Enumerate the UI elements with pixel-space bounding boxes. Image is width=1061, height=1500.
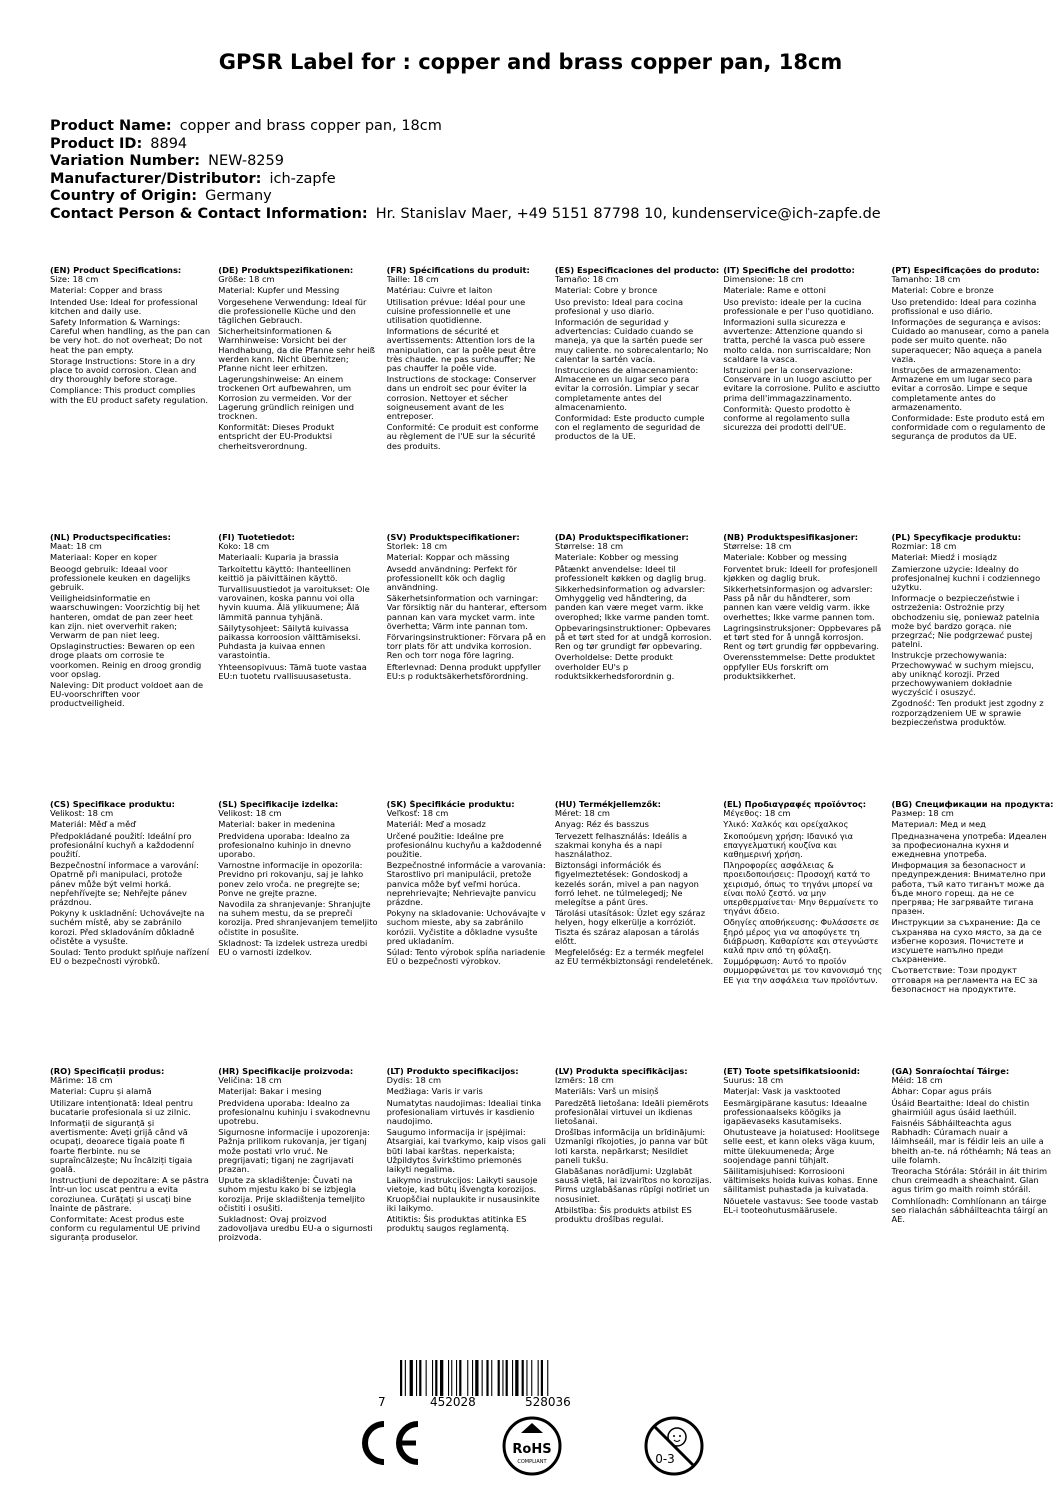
spec-heading: (NL) Productspecificaties: [50, 533, 171, 542]
spec-heading: (GA) Sonraíochtaí Táirge: [891, 1067, 1010, 1076]
spec-paragraph: Forventet bruk: Ideell for profesjonell kjøkken og daglig bruk. [723, 563, 878, 583]
spec-paragraph: Informations de sécurité et avertissements: Attention lors de la manipulation, car la poêle peut être très chaude. ne pas surchauffer; Ne pas chauffer la poêle vide. [386, 326, 536, 374]
info-row [50, 171, 881, 189]
spec-heading: (LT) Produkto specifikacijos: [386, 1067, 519, 1076]
spec-paragraph: Nõuetele vastavus: See toode vastab EL-i tooteohutusmäärusele. [723, 1195, 879, 1215]
info-value: Germany [205, 188, 272, 204]
spec-paragraph: Eesmärgipärane kasutus: Ideaalne professionaalseks köögiks ja igapäevaseks kasutamiseks. [723, 1097, 867, 1127]
spec-paragraph: Tamaño: 18 cm [554, 274, 619, 285]
spec-paragraph: Säkerhetsinformation och varningar: Var försiktig när du hanterar, eftersom pannan kan vara mycket varm. inte överhetta; Värm inte pannan tom. [386, 593, 547, 631]
spec-paragraph: Veľkosť: 18 cm [386, 808, 449, 819]
spec-paragraph: Dimensione: 18 cm [723, 274, 804, 285]
info-label: Product ID: [50, 135, 143, 152]
spec-paragraph: Naleving: Dit product voldoet aan de EU-voorschriften voor productveiligheid. [50, 680, 204, 709]
spec-block [218, 1067, 386, 1334]
spec-paragraph: Velikost: 18 cm [218, 808, 282, 819]
spec-paragraph: Megfelelőség: Ez a termék megfelel az EU termékbiztonsági rendeletének. [554, 947, 714, 967]
spec-paragraph: Tamanho: 18 cm [891, 274, 961, 285]
spec-block [723, 533, 891, 800]
spec-block [723, 1067, 891, 1334]
spec-paragraph: Säilytysohjeet: Säilytä kuivassa paikassa korroosion välttämiseksi. Puhdasta ja kuivaa ennen varastointia. [218, 622, 361, 661]
spec-paragraph: Soulad: Tento produkt splňuje nařízení EU o bezpečnosti výrobků. [50, 947, 210, 967]
spec-block [555, 266, 723, 533]
spec-heading: (IT) Specifiche del prodotto: [723, 266, 855, 275]
spec-paragraph: Información de seguridad y advertencias: Cuidado cuando se maneja, ya que la sartén puede ser muy caliente. no sobrecalentarlo; No calentar la sartén vacía. [554, 317, 709, 364]
spec-paragraph: Saugumo informacija ir įspėjimai: Atsargiai, kai tvarkymo, kaip visos gali būti labai karštas. neperkaista; Užpildytos švirkštimo priemonės laikyti negalima. [386, 1127, 546, 1175]
barcode [390, 1360, 610, 1416]
spec-block [387, 800, 555, 1067]
spec-paragraph: Maat: 18 cm [50, 541, 102, 552]
spec-heading: (PT) Especificações do produto: [891, 266, 1040, 275]
spec-paragraph: Konformität: Dieses Produkt entspricht der EU-Produktsi cherheitsverordnung. [218, 422, 335, 451]
info-label: Contact Person & Contact Information: [50, 205, 368, 222]
spec-heading: (ES) Especificaciones del producto: [554, 266, 720, 275]
spec-paragraph: Istruzioni per la conservazione: Conservare in un luogo asciutto per evitare la corrosione. Pulito e asciutto prima dell'immagazzinamento. [723, 365, 880, 403]
spec-paragraph: Yhteensopivuus: Tämä tuote vastaa EU:n tuotetu rvallisuusasetusta. [218, 661, 367, 681]
spec-paragraph: Material: baker in medenina [218, 819, 336, 830]
spec-block [387, 1067, 555, 1334]
spec-paragraph: Materijal: Bakar i mesing [218, 1086, 322, 1097]
spec-block [891, 533, 1059, 800]
spec-block [891, 266, 1059, 533]
spec-paragraph: Turvallisuustiedot ja varoitukset: Ole varovainen, koska pannu voi olla hyvin kuuma. Älä ylikuumene; Älä lämmitä pannua tyhjänä. [218, 584, 370, 622]
spec-block [891, 800, 1059, 1067]
spec-heading: (ET) Toote spetsifikatsioonid: [723, 1067, 861, 1076]
spec-paragraph: Dydis: 18 cm [386, 1075, 442, 1086]
info-label: Variation Number: [50, 153, 201, 169]
spec-paragraph: Material: Copper and brass [50, 285, 163, 296]
barcode-group-1: 452028 [430, 1395, 476, 1409]
spec-paragraph: Taille: 18 cm [386, 274, 439, 285]
spec-paragraph: Úsáid Beartaithe: Ideal do chistin ghairmiúil agus úsáid laethúil. [891, 1097, 1030, 1117]
spec-paragraph: Faisnéis Sábháilteachta agus Rabhadh: Cúramach nuair a láimhseáil, mar is féidir leis an uile a bheith an-te. ná róthéamh; Ná teas an uile folamh. [891, 1118, 1051, 1165]
spec-paragraph: Pokyny k uskladnění: Uchovávejte na suchém místě, aby se zabránilo korozi. Před skladováním důkladně očistěte a vysušte. [50, 908, 205, 946]
spec-paragraph: Ábhar: Copar agus práis [891, 1086, 992, 1097]
rohs-label: RoHS [512, 1442, 552, 1457]
spec-paragraph: Anyag: Réz és basszus [554, 819, 650, 830]
page-title: GPSR Label for : copper and brass copper pan, 18cm [218, 50, 843, 74]
specifications-grid [50, 266, 1060, 1334]
spec-paragraph: Numatytas naudojimas: Idealiai tinka profesionaliam virtuvės ir kasdienio naudojimo. [386, 1097, 542, 1127]
spec-paragraph: Navodila za shranjevanje: Shranjujte na suhem mestu, da se prepreči korozija. Pred shranjevanjem temeljito očistite in posušite. [218, 899, 378, 937]
info-row [50, 118, 881, 136]
spec-paragraph: Lagringsinstruksjoner: Oppbevares på et tørt sted for å unngå korrosjon. Rent og tørt grundig før oppbevaring. [723, 622, 882, 652]
spec-paragraph: Materiale: Kobber og messing [723, 552, 847, 563]
spec-block [218, 800, 386, 1067]
barcode-lead-digit: 7 [378, 1395, 386, 1409]
spec-paragraph: Instruções de armazenamento: Armazene em um lugar seco para evitar a corrosão. Limpe e seque completamente antes do armazenamento. [891, 365, 1033, 412]
spec-paragraph: Koko: 18 cm [218, 541, 270, 552]
info-value: Hr. Stanislav Maer, +49 5151 87798 10, kundenservice@ich-zapfe.de [375, 205, 881, 222]
spec-heading: (SL) Specifikacije izdelka: [218, 800, 339, 809]
spec-paragraph: Glabāšanas norādījumi: Uzglabāt sausā vietā, lai izvairītos no korozijas. Pirms uzglabāšanas rūpīgi notīriet un nosusiniet. [554, 1166, 712, 1204]
spec-block [50, 800, 218, 1067]
spec-paragraph: Informații de siguranță și avertismente: Aveți grijă când vă ocupați, deoarece tigaia poate fi foarte fierbinte. nu se supraîncălzește; Nu încălziți tigaia goală. [50, 1118, 193, 1175]
spec-heading: (BG) Спецификации на продукта: [891, 800, 1054, 809]
spec-paragraph: Comhlíonadh: Comhlíonann an táirge seo rialachán sábháilteachta táirgí an AE. [891, 1195, 1048, 1225]
spec-paragraph: Beoogd gebruik: Ideaal voor professionele keuken en dagelijks gebruik. [50, 563, 191, 593]
info-label: Manufacturer/Distributor: [50, 170, 262, 187]
spec-paragraph: Предназначена употреба: Идеален за професионална кухня и ежедневна употреба. [891, 830, 1047, 860]
spec-paragraph: Určené použitie: Ideálne pre profesionálnu kuchyňu a každodenné použitie. [386, 830, 542, 860]
spec-paragraph: Material: Cupru și alamă [50, 1086, 152, 1097]
spec-paragraph: Uso previsto: Ideal para cocina profesional y uso diario. [554, 296, 684, 316]
spec-paragraph: Méid: 18 cm [891, 1075, 943, 1086]
rohs-sublabel: COMPLIANT [517, 1459, 547, 1465]
spec-paragraph: Påtænkt anvendelse: Ideel til professionelt køkken og daglig brug. [554, 563, 707, 583]
spec-heading: (FR) Spécifications du produit: [386, 266, 530, 275]
spec-heading: (NB) Produktspesifikasjoner: [723, 533, 859, 542]
spec-paragraph: Sigurnosne informacije i upozorenja: Pažnja prilikom rukovanja, jer tiganj može postati vrlo vruć. Ne pregrijavati; tiganj ne zagrijavati prazan. [218, 1127, 370, 1175]
info-row [50, 136, 881, 154]
spec-paragraph: Upute za skladištenje: Čuvati na suhom mjestu kako bi se izbjegla korozija. Prije skladištenja temeljito očistiti i osušiti. [218, 1175, 365, 1213]
spec-paragraph: Predvidena uporaba: Idealno za profesionalnu kuhinju i svakodnevnu upotrebu. [218, 1097, 371, 1127]
ce-mark-icon [352, 1418, 424, 1468]
spec-paragraph: Инструкции за съхранение: Да се съхранява на сухо място, за да се избегне корозия. Почистете и изсушете напълно преди съхранение. [891, 917, 1042, 965]
spec-paragraph: Sikkerhetsinformasjon og advarsler: Pass på når du håndterer, som pannen kan være veldig varm. ikke overhettes; Ikke varme pannen tom. [723, 584, 875, 622]
spec-heading: (SV) Produktspecifikationer: [386, 533, 520, 542]
spec-paragraph: Størrelse: 18 cm [723, 541, 792, 552]
spec-paragraph: Medžiaga: Varis ir varis [386, 1086, 483, 1097]
spec-paragraph: Overensstemmelse: Dette produktet oppfyller EUs forskrift om produktsikkerhet. [723, 652, 876, 681]
spec-paragraph: Drošības informācija un brīdinājumi: Uzmanīgi rīkojoties, jo panna var būt loti karsta. nepārkarst; Nesildiet paneli tukšu. [554, 1127, 708, 1165]
spec-paragraph: Atbilstība: Šis produkts atbilst ES produktu drošības regulai. [554, 1204, 692, 1225]
spec-paragraph: Vorgesehene Verwendung: Ideal für die professionelle Küche und den täglichen Gebrauch. [218, 296, 367, 326]
spec-paragraph: Tervezett felhasználás: Ideális a szakmai konyha és a napi használathoz. [554, 830, 688, 860]
spec-paragraph: Opbevaringsinstruktioner: Opbevares på et tørt sted for at undgå korrosion. Ren og tør grundigt før opbevaring. [554, 622, 712, 652]
spec-block [555, 533, 723, 800]
spec-block [218, 266, 386, 533]
spec-block [723, 800, 891, 1067]
spec-paragraph: Skladnost: Ta izdelek ustreza uredbi EU o varnosti izdelkov. [218, 937, 368, 958]
spec-paragraph: Súlad: Tento výrobok spĺňa nariadenie EÚ o bezpečnosti výrobkov. [386, 947, 546, 967]
spec-paragraph: Tarkoitettu käyttö: Ihanteellinen keittiö ja päivittäinen käyttö. [218, 563, 351, 583]
spec-block [387, 533, 555, 800]
spec-heading: (HU) Termékjellemzők: [554, 800, 661, 809]
spec-paragraph: Instrucciones de almacenamiento: Almacene en un lugar seco para evitar la corrosión. Limpiar y secar completamente antes del almacenamiento. [554, 365, 699, 412]
spec-paragraph: Instrucțiuni de depozitare: A se păstra într-un loc uscat pentru a evita coroziunea. Curățați și uscați bine înainte de păstrare. [50, 1175, 209, 1213]
spec-paragraph: Conformité: Ce produit est conforme au règlement de l'UE sur la sécurité des produits. [386, 422, 539, 451]
spec-paragraph: Efterlevnad: Denna produkt uppfyller EU:s p roduktsäkerhetsförordning. [386, 661, 541, 681]
spec-paragraph: Izmērs: 18 cm [554, 1075, 614, 1086]
spec-paragraph: Materiaali: Kuparia ja brassia [218, 552, 339, 563]
spec-paragraph: Atitiktis: Šis produktas atitinka ES produktų saugos reglamentą. [386, 1214, 527, 1234]
spec-paragraph: Matériau: Cuivre et laiton [386, 285, 493, 296]
spec-paragraph: Paredzētā lietošana: Ideāli piemērots profesionālai virtuvei un ikdienas lietošanai. [554, 1097, 709, 1127]
spec-paragraph: Intended Use: Ideal for professional kitchen and daily use. [50, 296, 198, 316]
info-value: copper and brass copper pan, 18cm [179, 118, 442, 134]
spec-paragraph: Informazioni sulla sicurezza e avvertenze: Attenzione quando si tratta, perché la vasca può essere molto calda. non surriscaldare; Non scaldare la vasca. [723, 317, 871, 364]
spec-paragraph: Predvidena uporaba: Idealno za profesionalno kuhinjo in dnevno uporabo. [218, 830, 351, 860]
spec-paragraph: Materiale: Rame e ottoni [723, 285, 826, 296]
spec-paragraph: Материал: Мед и мед [891, 819, 986, 830]
spec-paragraph: Conformidad: Este producto cumple con el reglamento de seguridad de productos de la UE. [554, 413, 705, 442]
spec-paragraph: Velikost: 18 cm [50, 808, 114, 819]
spec-paragraph: Size: 18 cm [50, 274, 99, 285]
product-info [50, 118, 881, 223]
spec-paragraph: Μέγεθος: 18 cm [723, 808, 791, 819]
info-row [50, 153, 881, 171]
spec-heading: (EN) Product Specifications: [50, 266, 182, 275]
spec-paragraph: Mărime: 18 cm [50, 1075, 113, 1086]
spec-paragraph: Uso pretendido: Ideal para cozinha profissional e uso diário. [891, 296, 1037, 316]
spec-paragraph: Overholdelse: Dette produkt overholder EU's p roduktsikkerhedsforordnin g. [554, 652, 675, 681]
info-value: ich-zapfe [269, 170, 336, 187]
spec-paragraph: Sicherheitsinformationen & Warnhinweise: Vorsicht bei der Handhabung, da die Pfanne sehr heiß werden kann. Nicht überhitzen; Pfanne nicht leer erhitzen. [218, 326, 376, 374]
spec-block [891, 1067, 1059, 1334]
spec-heading: (CS) Specifikace produktu: [50, 800, 175, 809]
spec-paragraph: Materiał: Miedź i mosiądz [891, 552, 997, 563]
spec-paragraph: Zgodność: Ten produkt jest zgodny z rozporządzeniem UE w sprawie bezpieczeństwa produktów. [891, 698, 1044, 727]
spec-heading: (RO) Specificații produs: [50, 1067, 165, 1076]
info-label: Country of Origin: [50, 188, 198, 204]
spec-paragraph: Информация за безопасност и предупреждения: Внимателно при работа, тъй като тиганът може да бъде много горещ. да не се прегрява; Не загрявайте тигана празен. [891, 860, 1046, 917]
info-value: NEW-8259 [208, 153, 284, 169]
info-row [50, 188, 881, 206]
spec-paragraph: Tárolási utasítások: Üzlet egy száraz helyen, hogy elkerülje a korróziót. Tiszta és száraz alaposan a tárolás előtt. [554, 908, 706, 946]
spec-paragraph: Συμμόρφωση: Αυτό το προϊόν συμμορφώνεται με τον κανονισμό της ΕΕ για την ασφάλεια των προϊόντων. [723, 956, 883, 985]
spec-paragraph: Veličina: 18 cm [218, 1075, 282, 1086]
spec-paragraph: Storage Instructions: Store in a dry place to avoid corrosion. Clean and dry thoroughly before storage. [50, 355, 197, 385]
spec-paragraph: Sikkerhedsinformation og advarsler: Omhyggelig ved håndtering, da panden kan være meget varm. ikke overophed; Ikke varme panden tomt. [554, 584, 710, 622]
spec-heading: (FI) Tuotetiedot: [218, 533, 295, 542]
spec-paragraph: Varnostne informacije in opozorila: Previdno pri rokovanju, saj je lahko ponev zelo vroča. ne pregrejte se; Ponve ne grejte prazne. [218, 860, 364, 898]
info-value: 8894 [150, 135, 188, 152]
spec-paragraph: Conformitate: Acest produs este conform cu regulamentul UE privind siguranța produselor. [50, 1214, 201, 1243]
spec-heading: (DE) Produktspezifikationen: [218, 266, 354, 275]
spec-paragraph: Πληροφορίες ασφάλειας & προειδοποιήσεις: Προσοχή κατά το χειρισμό, όπως το τηγάνι μπορεί να είναι πολύ ζεστό. να μην υπερθερμαίνεται· Μην θερμαίνετε το τηγάνι άδειο. [723, 860, 879, 917]
spec-paragraph: Rozmiar: 18 cm [891, 541, 957, 552]
age-label: 0-3 [655, 1452, 675, 1466]
spec-paragraph: Utilisation prévue: Idéal pour une cuisine professionnelle et une utilisation quotidienne. [386, 296, 526, 326]
spec-paragraph: Storlek: 18 cm [386, 541, 448, 552]
spec-block [50, 266, 218, 533]
spec-paragraph: Größe: 18 cm [218, 274, 275, 285]
spec-paragraph: Méret: 18 cm [554, 808, 611, 819]
spec-paragraph: Съответствие: Този продукт отговаря на регламента на ЕС за безопасност на продуктите. [891, 965, 1038, 994]
rohs-icon [501, 1415, 563, 1477]
spec-paragraph: Safety Information & Warnings: Careful when handling, as the pan can be very hot. do not overheat; Do not heat the pan empty. [50, 317, 211, 355]
spec-heading: (LV) Produkta specifikācijas: [554, 1067, 688, 1076]
spec-paragraph: Säilitamisjuhised: Korrosiooni vältimiseks hoida kuivas kohas. Enne säilitamist puhastada ja kuivatada. [723, 1166, 878, 1195]
spec-paragraph: Pokyny na skladovanie: Uchovávajte v suchom mieste, aby sa zabránilo korózii. Vyčistite a dôkladne vysušte pred ukladaním. [386, 908, 546, 946]
spec-paragraph: Materiál: Meď a mosadz [386, 819, 486, 830]
spec-paragraph: Laikymo instrukcijos: Laikyti sausoje vietoje, kad būtų išvengta korozijos. Kruopščiai nuplaukite ir nusausinkite iki laikymo. [386, 1175, 540, 1213]
spec-heading: (PL) Specyfikacje produktu: [891, 533, 1022, 542]
spec-paragraph: Veiligheidsinformatie en waarschuwingen: Voorzichtig bij het hanteren, omdat de pan zeer heet kan zijn. niet oververhit raken; Verwarm de pan niet leeg. [50, 593, 200, 641]
spec-paragraph: Uso previsto: ideale per la cucina professionale e per l'uso quotidiano. [723, 296, 874, 316]
spec-paragraph: Ohutusteave ja hoiatused: Hoolitsege selle eest, et kann oleks väga kuum, mitte ülekuumeneda; Ärge soojendage panni tühjalt. [723, 1127, 880, 1165]
spec-block [50, 1067, 218, 1334]
spec-paragraph: Material: Koppar och mässing [386, 552, 510, 563]
spec-block [723, 266, 891, 533]
spec-paragraph: Materiaal: Koper en koper [50, 552, 158, 563]
spec-heading: (SK) Špecifikácie produktu: [386, 800, 515, 809]
age-warning-icon [643, 1415, 705, 1477]
spec-paragraph: Biztonsági információk és figyelmeztetések: Gondoskodj a kezelés során, mivel a pan nagyon forró lehet. ne túlmelegedj; Ne melegítse a pánt üres. [554, 860, 699, 908]
spec-paragraph: Materjal: Vask ja vasktooted [723, 1086, 841, 1097]
spec-paragraph: Conformidade: Este produto está em conformidade com o regulamento de segurança de produtos da UE. [891, 413, 1046, 442]
spec-block [50, 533, 218, 800]
spec-paragraph: Materiale: Kobber og messing [554, 552, 679, 563]
spec-paragraph: Informacje o bezpieczeństwie i ostrzeżenia: Ostrożnie przy obchodzeniu się, ponieważ patelnia może być bardzo gorąca. nie przegrzać; Nie podgrzewać pustej patelni. [891, 593, 1040, 650]
spec-paragraph: Οδηγίες αποθήκευσης: Φυλάσσετε σε ξηρό μέρος για να αποφύγετε τη διάβρωση. Καθαρίστε και στεγνώστε καλά πριν από τη φύλαξη. [723, 917, 880, 956]
spec-paragraph: Předpokládané použití: Ideální pro profesionální kuchyň a každodenní použití. [50, 830, 194, 860]
spec-paragraph: Avsedd användning: Perfekt för professionellt kök och daglig användning. [386, 563, 518, 593]
spec-paragraph: Sukladnost: Ovaj proizvod zadovoljava uredbu EU-a o sigurnosti proizvoda. [218, 1214, 373, 1243]
spec-paragraph: Størrelse: 18 cm [554, 541, 624, 552]
spec-paragraph: Σκοπούμενη χρήση: Ιδανικό για επαγγελματική κουζίνα και καθημερινή χρήση. [723, 830, 854, 860]
spec-heading: (EL) Προδιαγραφές προϊόντος: [723, 800, 867, 809]
spec-paragraph: Compliance: This product complies with the EU product safety regulation. [50, 385, 209, 405]
spec-paragraph: Materiāls: Varš un misiņš [554, 1086, 659, 1097]
spec-paragraph: Zamierzone użycie: Idealny do profesjonalnej kuchni i codziennego użytku. [891, 563, 1041, 593]
spec-block [555, 1067, 723, 1334]
spec-paragraph: Instructions de stockage: Conserver dans un endroit sec pour éviter la corrosion. Nettoyer et sécher soigneusement avant de les entreposer. [386, 374, 537, 422]
spec-paragraph: Instrukcje przechowywania: Przechowywać w suchym miejscu, aby uniknąć korozji. Przed przechowywaniem dokładnie wyczyścić i osuszyć. [891, 650, 1034, 698]
spec-paragraph: Bezpečnostné informácie a varovania: Starostlivo pri manipulácii, pretože panvica môže byť veľmi horúca. neprehrievajte; Nehrievajte panvicu prázdne. [386, 860, 546, 908]
barcode-group-2: 528036 [525, 1395, 571, 1409]
spec-paragraph: Utilizare intenționată: Ideal pentru bucatarie profesionala si uz zilnic. [50, 1097, 193, 1117]
spec-paragraph: Material: Cobre y bronce [554, 285, 658, 296]
info-row [50, 206, 881, 224]
info-label: Product Name: [50, 118, 172, 134]
spec-paragraph: Material: Kupfer und Messing [218, 285, 340, 296]
spec-paragraph: Размер: 18 cm [891, 808, 954, 819]
spec-block [218, 533, 386, 800]
spec-paragraph: Υλικό: Χαλκός και ορείχαλκος [723, 819, 849, 830]
spec-paragraph: Treoracha Stórála: Stóráil in áit thirim chun creimeadh a sheachaint. Glan agus tirim go maith roimh stóráil. [891, 1166, 1048, 1195]
spec-paragraph: Förvaringsinstruktioner: Förvara på en torr plats för att undvika korrosion. Ren och torr noga före lagring. [386, 632, 546, 661]
spec-paragraph: Opslaginstructies: Bewaren op een droge plaats om corrosie te voorkomen. Reinig en droog grondig voor opslag. [50, 641, 202, 679]
spec-paragraph: Lagerungshinweise: An einem trockenen Ort aufbewahren, um Korrosion zu vermeiden. Vor der Lagerung gründlich reinigen und trocknen. [218, 374, 354, 422]
spec-block [555, 800, 723, 1067]
spec-block [387, 266, 555, 533]
spec-paragraph: Suurus: 18 cm [723, 1075, 784, 1086]
spec-heading: (HR) Specifikacije proizvoda: [218, 1067, 354, 1076]
spec-heading: (DA) Produktspecifikationer: [554, 533, 689, 542]
spec-paragraph: Informações de segurança e avisos: Cuidado ao manusear, como a panela pode ser muito quente. não superaquecer; Não aqueça a panela vazia. [891, 317, 1050, 364]
spec-paragraph: Conformità: Questo prodotto è conforme al regolamento sulla sicurezza dei prodotti dell'UE. [723, 403, 851, 433]
spec-paragraph: Bezpečnostní informace a varování: Opatrně při manipulaci, protože pánev může být velmi horká. nepřehřívejte se; Nehřejte pánev prázdnou. [50, 860, 199, 908]
spec-paragraph: Materiál: Měď a měď [50, 819, 136, 830]
spec-paragraph: Material: Cobre e bronze [891, 285, 994, 296]
